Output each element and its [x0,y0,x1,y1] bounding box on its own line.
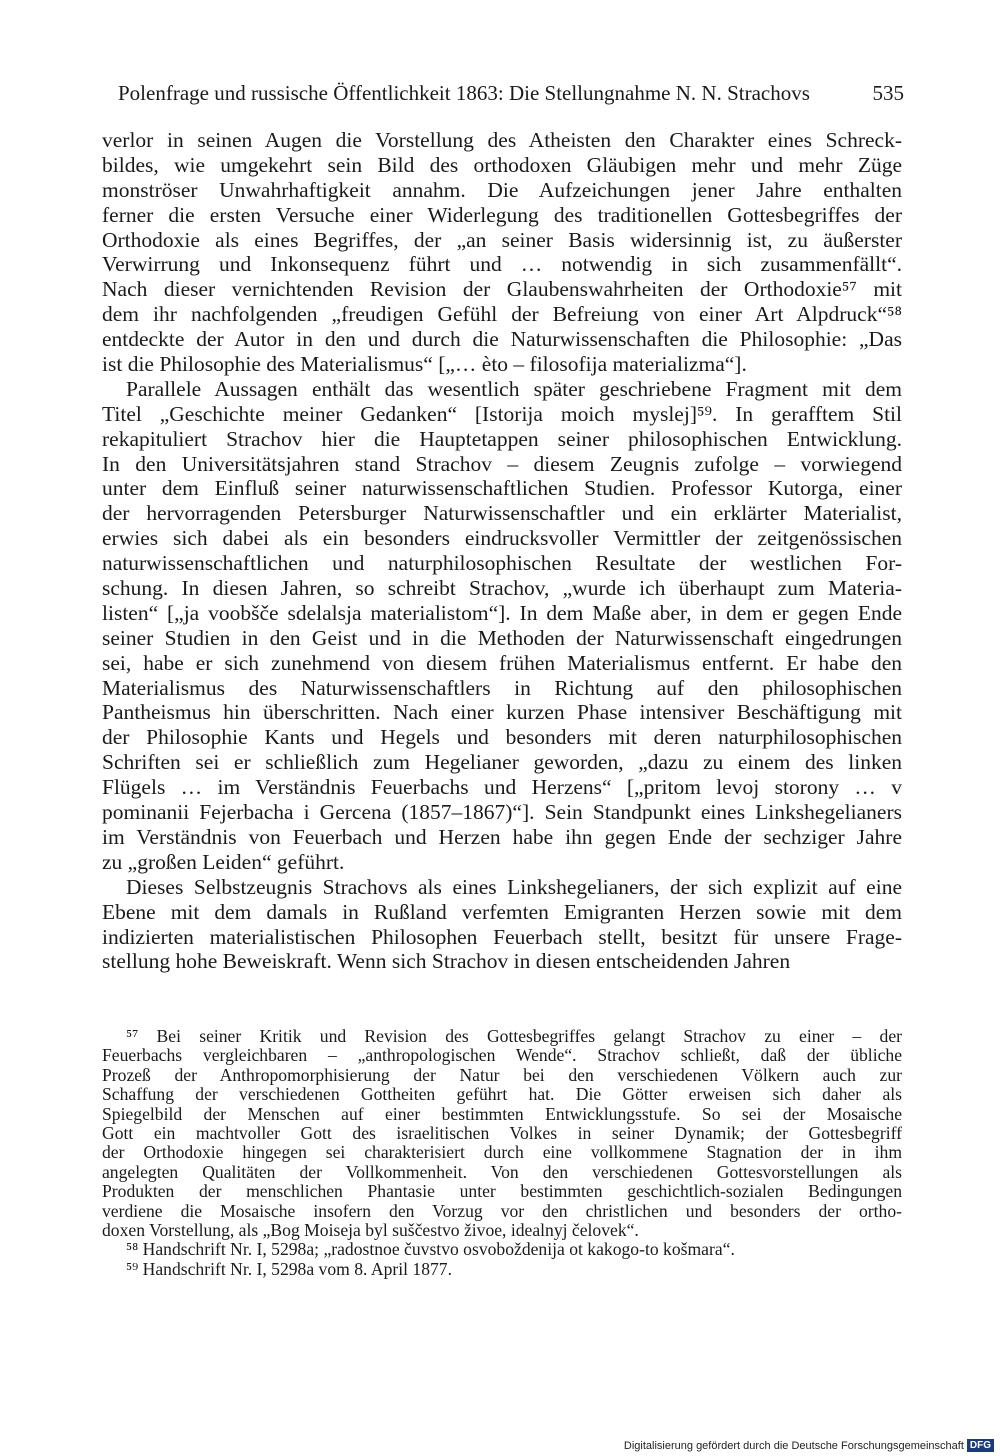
body-line: Ebene mit dem damals in Rußland verfemten Emigranten Herzen sowie mit dem [102,899,902,924]
body-line: der hervorragenden Petersburger Naturwissenschaftler und ein erklärter Materialist, [102,501,902,526]
footnote-line: Gott ein machtvoller Gott des israelitischen Volkes in seiner Dynamik; der Gottesbegriff [102,1122,902,1143]
footnote-line: Schaffung der verschiedenen Gottheiten geführt hat. Die Götter erweisen sich daher als [102,1084,902,1105]
body-line: sei, habe er sich zunehmend von diesem frühen Materialismus entfernt. Er habe den [102,650,902,675]
body-line: Pantheismus hin überschritten. Nach einer kurzen Phase intensiver Beschäftigung mit [102,700,902,725]
body-line: Orthodoxie als eines Begriffes, der „an seiner Basis widersinnig ist, zu äußerster [102,227,902,252]
body-line: naturwissenschaftlichen und naturphilosophischen Resultate der westlichen For- [102,551,902,576]
running-head [118,80,904,106]
body-line: unter dem Einfluß seiner naturwissenschaftlichen Studien. Professor Kutorga, einer [102,476,902,501]
body-line: ist die Philosophie des Materialismus“ [„… èto – filosofija materializma“]. [102,352,747,377]
credit-text: Digitalisierung gefördert durch die Deutsche Forschungsgemeinschaft [623,1439,964,1452]
body-line: ferner die ersten Versuche einer Widerlegung des traditionellen Gottesbegriffes der [102,202,902,227]
body-line: Parallele Aussagen enthält das wesentlich später geschriebene Fragment mit dem [126,376,902,401]
body-line: In den Universitätsjahren stand Strachov – diesem Zeugnis zufolge – vorwiegend [102,451,902,476]
body-line: der Philosophie Kants und Hegels und besonders mit deren naturphilosophischen [102,725,902,750]
body-line: monströser Unwahrhaftigkeit annahm. Die Aufzeichungen jener Jahre enthalten [102,177,902,202]
body-line: Materialismus des Naturwissenschaftlers in Richtung auf den philosophischen [102,675,902,700]
body-line: entdeckte der Autor in den und durch die Naturwissenschaften die Philosophie: „Das [102,327,902,352]
body-line: im Verständnis von Feuerbach und Herzen habe ihn gegen Ende der sechziger Jahre [102,824,902,849]
dfg-logo: DFG [967,1439,994,1452]
body-line: seiner Studien in den Geist und in die Methoden der Naturwissenschaft eingedrungen [102,625,902,650]
body-line: verlor in seinen Augen die Vorstellung des Atheisten den Charakter eines Schreck- [102,128,902,152]
footnote-line: ⁵⁷ Bei seiner Kritik und Revision des Gottesbegriffes gelangt Strachov zu einer – der [126,1026,902,1046]
body-line: zu „großen Leiden“ geführt. [102,849,345,874]
body-text [102,128,902,974]
footnote-line: Produkten der menschlichen Phantasie unter bestimmten geschichtlich-sozialen Bedingungen [102,1181,902,1202]
body-line: bildes, wie umgekehrt sein Bild des orthodoxen Gläubigen mehr und mehr Züge [102,152,902,177]
footnote-line: der Orthodoxie hingegen sei charakterisiert durch eine vollkommene Stagnation der in ihm [102,1142,902,1163]
footnote-line: Spiegelbild der Menschen auf einer bestimmten Entwicklungsstufe. So sei der Mosaische [102,1103,902,1124]
digitization-credit [624,1439,994,1452]
body-line: pominanii Fejerbacha i Gercena (1857–1867)“]. Sein Standpunkt eines Linkshegelianers [102,800,902,825]
body-line: erwies sich dabei als ein besonders eindrucksvoller Vermittler der zeitgenössischen [102,526,902,551]
body-line: Nach dieser vernichtenden Revision der Glaubenswahrheiten der Orthodoxie⁵⁷ mit [102,277,902,302]
footnote-line: Prozeß der Anthropomorphisierung der Natur bei den verschiedenen Völkern auch zur [102,1064,902,1085]
body-line: indizierten materialistischen Philosophen Feuerbach stellt, besitzt für unsere Frage- [102,924,902,949]
body-line: Verwirrung und Inkonsequenz führt und … notwendig in sich zusammenfällt“. [102,252,902,277]
footnote-line: doxen Vorstellung, als „Bog Moiseja byl suščestvo živoe, idealnyj čelovek“. [102,1219,639,1240]
footnote-line: ⁵⁸ Handschrift Nr. I, 5298a; „radostnoe čuvstvo osvoboždenija ot kakogo-to košmara“. [126,1239,735,1260]
body-line: listen“ [„ja voobšče sdelalsja materialistom“]. In dem Maße aber, in dem er gegen Ende [102,600,902,625]
body-line: Schriften sei er schließlich zum Hegelianer geworden, „dazu zu einem des linken [102,750,902,775]
body-line: dem ihr nachfolgenden „freudigen Gefühl der Befreiung von einer Art Alpdruck“⁵⁸ [102,302,902,327]
footnote-line: angelegten Qualitäten der Vollkommenheit. Von den verschiedenen Gottesvorstellungen als [102,1161,902,1182]
body-line: stellung hohe Beweiskraft. Wenn sich Strachov in diesen entscheidenden Jahren [102,949,791,974]
body-line: schung. In diesen Jahren, so schreibt Strachov, „wurde ich überhaupt zum Materia- [102,576,902,601]
body-line: Flügels … im Verständnis Feuerbachs und Herzens“ [„pritom levoj storony … v [102,775,902,800]
body-line: rekapituliert Strachov hier die Hauptetappen seiner philosophischen Entwicklung. [102,426,902,451]
footnotes [102,1027,902,1279]
page-number: 535 [872,81,904,105]
footnote-line: Feuerbachs vergleichbaren – „anthropologischen Wende“. Strachov schließt, daß der übliche [102,1045,902,1066]
footnote-line: ⁵⁹ Handschrift Nr. I, 5298a vom 8. April 1877. [126,1258,452,1279]
footnote-line: verdiene die Mosaische insofern den Vorzug vor den christlichen und besonders der ortho- [102,1200,902,1221]
running-title: Polenfrage und russische Öffentlichkeit 1863: Die Stellungnahme N. N. Strachovs [118,81,810,105]
body-line: Dieses Selbstzeugnis Strachovs als eines Linkshegelianers, der sich explizit auf eine [126,874,902,899]
body-line: Titel „Geschichte meiner Gedanken“ [Istorija moich myslej]⁵⁹. In gerafftem Stil [102,401,902,426]
